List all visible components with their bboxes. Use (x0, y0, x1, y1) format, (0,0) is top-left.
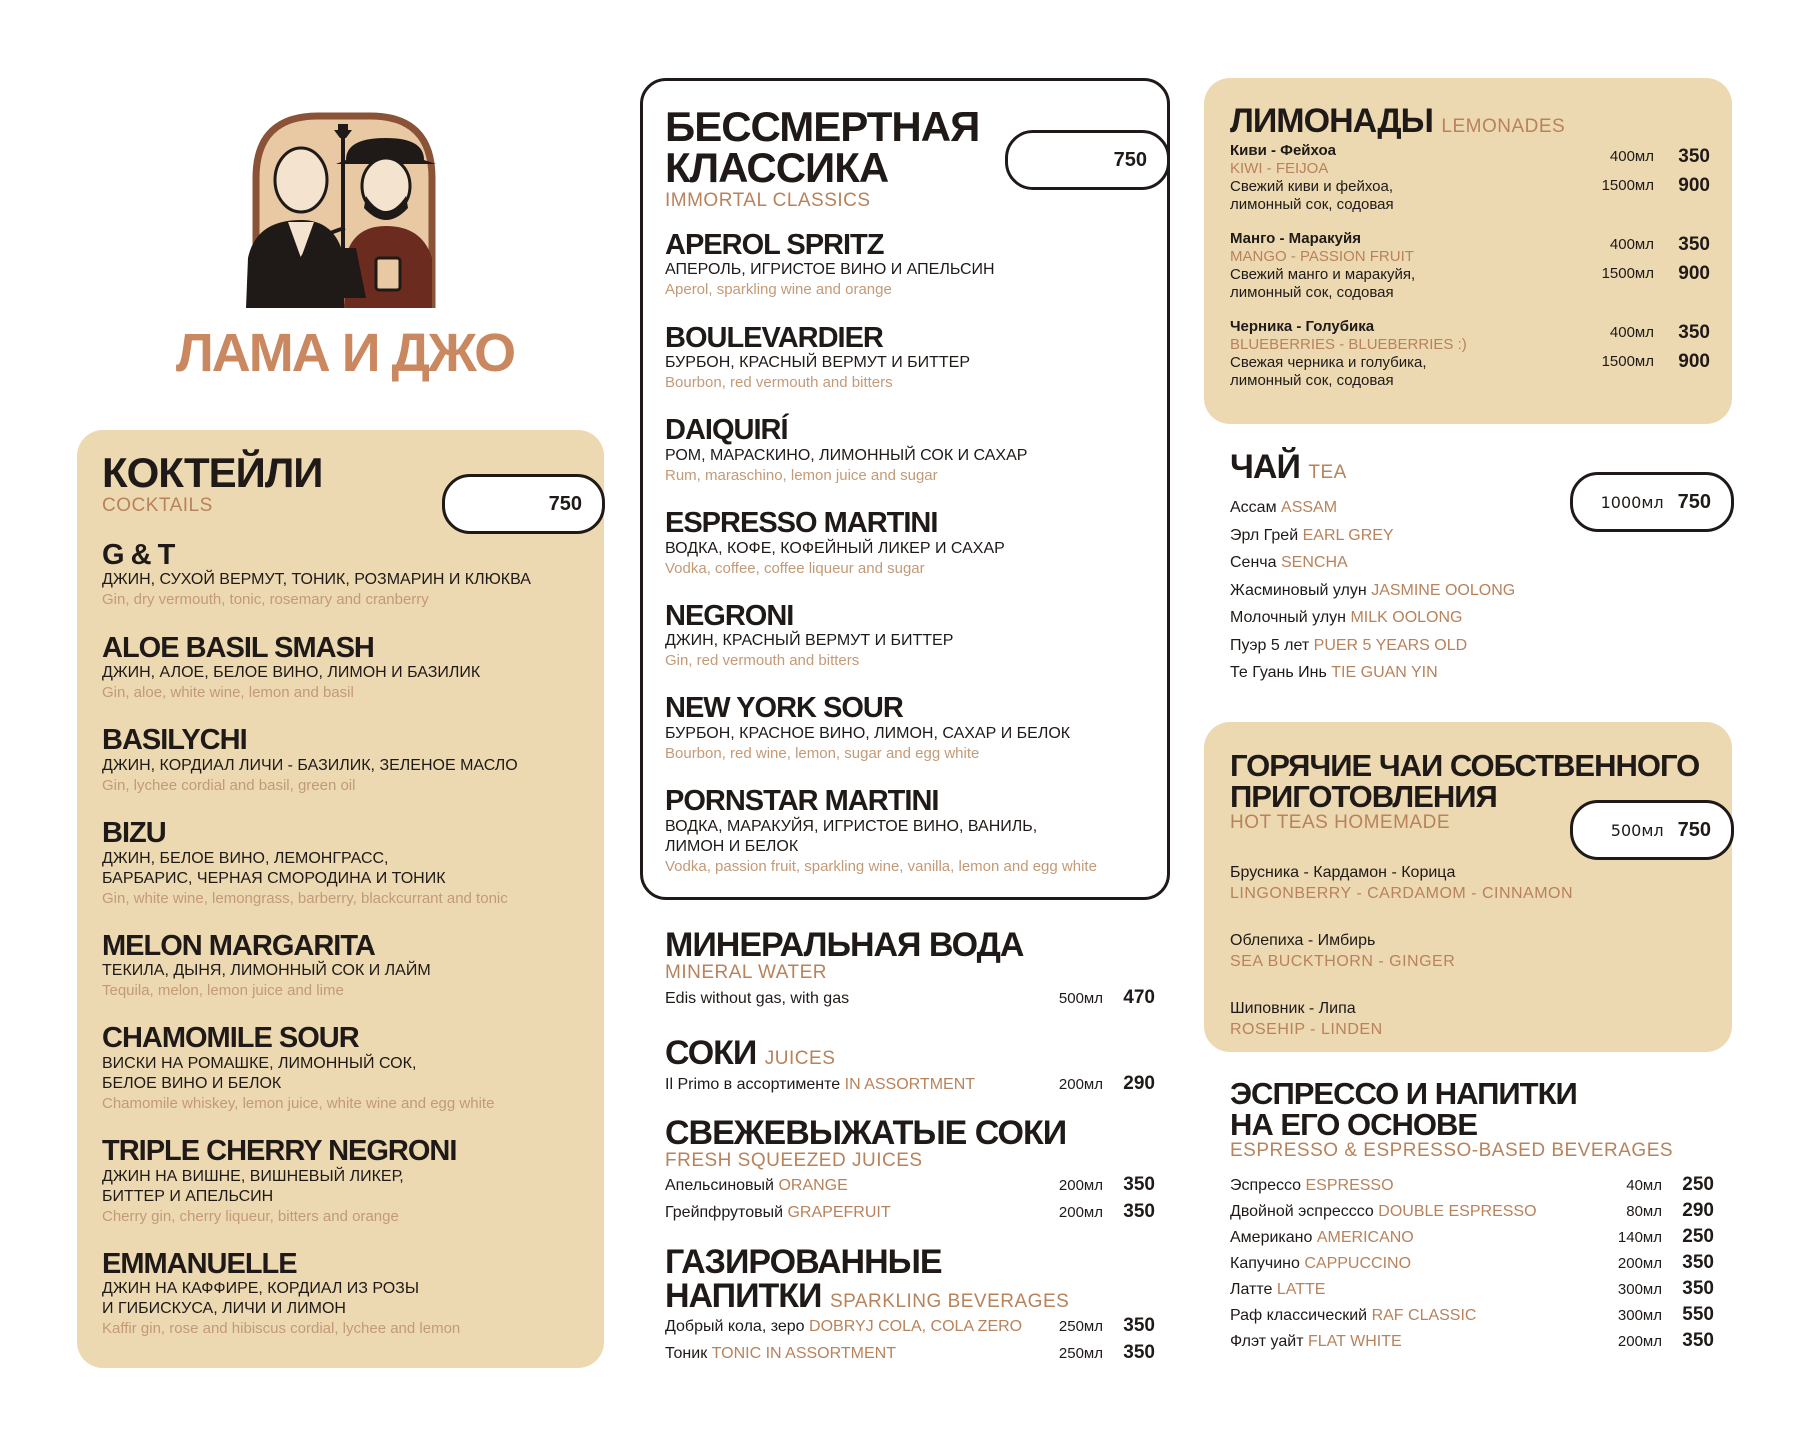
item-volume: 200мл (1617, 1255, 1662, 1272)
classic-name: ESPRESSO MARTINI (665, 507, 938, 540)
item-name-en: ORANGE (778, 1177, 848, 1194)
sparkling-title-line2: НАПИТКИ (665, 1277, 822, 1315)
lemonade-name-ru: Манго - Маракуйя (1230, 230, 1361, 247)
tea-title: ЧАЙ (1230, 448, 1300, 486)
fresh-title: СВЕЖЕВЫЖАТЫЕ СОКИ (665, 1114, 1067, 1152)
tea-name-en: ASSAM (1281, 499, 1338, 516)
juices-subtitle: JUICES (764, 1048, 836, 1069)
item-price: 350 (1123, 1315, 1155, 1336)
item-price: 250 (1682, 1174, 1714, 1195)
tea-list (1230, 494, 1570, 687)
item-volume: 250мл (1058, 1318, 1103, 1335)
classic-name: DAIQUIRÍ (665, 414, 788, 447)
fresh-row (665, 1172, 1155, 1199)
item-price: 350 (1682, 1252, 1714, 1273)
item-price: 290 (1123, 1073, 1155, 1094)
cocktails-price-pill (442, 474, 605, 534)
cocktail-item (102, 1249, 592, 1340)
fresh-row (665, 1199, 1155, 1226)
lemonade-price-large: 900 (1678, 351, 1710, 372)
cocktail-name: G & T (102, 539, 175, 571)
lemonade-price-small: 350 (1678, 322, 1710, 343)
cocktail-ingredients-ru: ДЖИН НА ВИШНЕ, ВИШНЕВЫЙ ЛИКЕР, БИТТЕР И АПЕЛЬСИН (102, 1167, 404, 1205)
cocktail-ingredients-ru: ДЖИН, КОРДИАЛ ЛИЧИ - БАЗИЛИК, ЗЕЛЕНОЕ МАСЛО (102, 756, 518, 774)
classics-price-pill (1005, 130, 1170, 190)
cocktail-name: EMMANUELLE (102, 1247, 297, 1280)
juices-title-text: СОКИ (665, 1034, 757, 1072)
item-volume: 40мл (1626, 1177, 1662, 1194)
tea-name-ru: Ассам (1230, 499, 1277, 516)
cocktail-ingredients-ru: ТЕКИЛА, ДЫНЯ, ЛИМОННЫЙ СОК И ЛАЙМ (102, 962, 431, 980)
cocktail-ingredients-ru: ДЖИН, АЛОЕ, БЕЛОЕ ВИНО, ЛИМОН И БАЗИЛИК (102, 664, 481, 682)
item-price: 350 (1123, 1200, 1155, 1222)
cocktail-item (102, 1136, 592, 1227)
cocktail-ingredients-en: Gin, white wine, lemongrass, barberry, blackcurrant and tonic (102, 889, 508, 907)
item-volume: 200мл (1058, 1177, 1103, 1194)
cocktail-ingredients-en: Tequila, melon, lemon juice and lime (102, 982, 344, 1000)
item-price: 350 (1123, 1341, 1155, 1363)
lemonade-vol-small: 400мл (1609, 236, 1654, 253)
lemonade-price-large: 900 (1678, 263, 1710, 284)
juices-section (665, 1036, 1155, 1099)
cocktails-subtitle: COCKTAILS (102, 495, 213, 516)
lemonade-vol-small: 400мл (1609, 148, 1654, 165)
lemonades-title: ЛИМОНАДЫ (1230, 102, 1433, 140)
cocktail-name: BASILYCHI (102, 724, 247, 757)
hot-teas-title-line2: ПРИГОТОВЛЕНИЯ (1230, 779, 1497, 814)
lemonade-desc: Свежий манго и маракуйя, лимонный сок, содовая (1230, 266, 1416, 301)
classic-name: BOULEVARDIER (665, 321, 883, 354)
item-name: Il Primo в ассортименте (665, 1076, 841, 1093)
tea-item (1230, 577, 1570, 605)
tea-title-wrap (1230, 450, 1347, 484)
tea-name-en: MILK OOLONG (1350, 609, 1463, 626)
classic-ingredients-en: Bourbon, red wine, lemon, sugar and egg white (665, 744, 980, 762)
lemonade-name-ru: Киви - Фейхоа (1230, 142, 1336, 159)
classic-item (665, 693, 1155, 764)
item-volume: 300мл (1617, 1307, 1662, 1324)
classic-ingredients-en: Vodka, passion fruit, sparkling wine, vanilla, lemon and egg white (665, 857, 1097, 875)
classic-ingredients-en: Rum, maraschino, lemon juice and sugar (665, 466, 938, 484)
item-name: Флэт уайт (1230, 1333, 1304, 1350)
item-price: 470 (1123, 987, 1155, 1008)
logo-illustration (226, 108, 462, 308)
lemonade-desc: Свежий киви и фейхоа, лимонный сок, содовая (1230, 178, 1394, 213)
item-volume: 200мл (1617, 1333, 1662, 1350)
juices-title (665, 1036, 1155, 1070)
hot-tea-name-en: LINGONBERRY - CARDAMOM - CINNAMON (1230, 885, 1574, 902)
cocktail-name: CHAMOMILE SOUR (102, 1022, 359, 1055)
cocktail-ingredients-en: Chamomile whiskey, lemon juice, white wine and egg white (102, 1094, 495, 1112)
cocktail-name: BIZU (102, 817, 166, 850)
item-volume: 140мл (1617, 1229, 1662, 1246)
fresh-subtitle: FRESH SQUEEZED JUICES (665, 1150, 923, 1171)
lemonade-vol-large: 1500мл (1601, 177, 1654, 194)
cocktail-name: ALOE BASIL SMASH (102, 631, 374, 664)
item-name-en: AMERICANO (1316, 1229, 1414, 1246)
item-name-en: CAPPUCCINO (1304, 1255, 1412, 1272)
lemonade-item (1230, 318, 1710, 390)
espresso-row (1230, 1198, 1714, 1224)
classics-subtitle: IMMORTAL CLASSICS (665, 190, 871, 211)
item-name-en: TONIC IN ASSORTMENT (711, 1344, 896, 1362)
tea-name-en: TIE GUAN YIN (1331, 664, 1438, 681)
classics-price: 750 (1113, 148, 1147, 171)
lemonade-name-en: MANGO - PASSION FRUIT (1230, 248, 1414, 265)
tea-price: 750 (1677, 490, 1711, 513)
item-name: Тоник (665, 1344, 708, 1362)
item-name: Грейпфрутовый (665, 1203, 784, 1221)
tea-item (1230, 632, 1570, 660)
lemonades-subtitle: LEMONADES (1441, 116, 1566, 137)
espresso-title-line1: ЭСПРЕССО И НАПИТКИ (1230, 1076, 1577, 1111)
lemonade-price-large: 900 (1678, 175, 1710, 196)
hot-teas-list (1230, 862, 1690, 1066)
cocktail-ingredients-ru: ДЖИН, СУХОЙ ВЕРМУТ, ТОНИК, РОЗМАРИН И КЛЮКВА (102, 571, 531, 589)
item-name: Эспрессо (1230, 1177, 1302, 1194)
lemonade-desc: Свежая черника и голубика, лимонный сок, содовая (1230, 354, 1427, 389)
classic-item (665, 601, 1155, 672)
mineral-title: МИНЕРАЛЬНАЯ ВОДА (665, 926, 1024, 964)
cocktail-item (102, 540, 592, 611)
espresso-row (1230, 1302, 1714, 1328)
lemonade-vol-large: 1500мл (1601, 353, 1654, 370)
hot-tea-item (1230, 998, 1690, 1040)
classic-ingredients-ru: ВОДКА, КОФЕ, КОФЕЙНЫЙ ЛИКЕР И САХАР (665, 539, 1005, 557)
classic-ingredients-ru: АПЕРОЛЬ, ИГРИСТОЕ ВИНО И АПЕЛЬСИН (665, 261, 995, 279)
sparkling-row (665, 1313, 1155, 1340)
classic-ingredients-ru: БУРБОН, КРАСНОЕ ВИНО, ЛИМОН, САХАР И БЕЛОК (665, 724, 1071, 742)
item-volume: 500мл (1058, 990, 1103, 1007)
cocktail-item (102, 818, 592, 909)
item-name-en: DOBRYJ COLA, COLA ZERO (809, 1318, 1023, 1335)
hot-teas-price: 750 (1677, 818, 1711, 841)
cocktail-ingredients-en: Cherry gin, cherry liqueur, bitters and orange (102, 1207, 399, 1225)
cocktails-price: 750 (548, 492, 582, 515)
item-name-en: LATTE (1276, 1281, 1326, 1298)
tea-subtitle: TEA (1308, 462, 1347, 483)
cocktail-ingredients-en: Gin, lychee cordial and basil, green oil (102, 776, 356, 794)
classic-item (665, 508, 1155, 579)
hot-tea-name-ru: Шиповник - Липа (1230, 1000, 1356, 1017)
classic-name: APEROL SPRITZ (665, 229, 884, 261)
juices-row (665, 1070, 1155, 1099)
classic-ingredients-en: Bourbon, red vermouth and bitters (665, 374, 893, 392)
hot-tea-name-en: ROSEHIP - LINDEN (1230, 1021, 1383, 1038)
hot-tea-name-en: SEA BUCKTHORN - GINGER (1230, 953, 1456, 970)
tea-item (1230, 659, 1570, 687)
hot-teas-price-pill (1570, 800, 1734, 860)
item-price: 350 (1682, 1330, 1714, 1351)
tea-item (1230, 549, 1570, 577)
cocktail-item (102, 725, 592, 796)
cocktail-item (102, 633, 592, 704)
lemonade-name-ru: Черника - Голубика (1230, 318, 1375, 335)
hot-tea-name-ru: Брусника - Кардамон - Корица (1230, 864, 1456, 881)
lemonades-title-wrap (1230, 104, 1565, 138)
classic-item (665, 415, 1155, 486)
sparkling-title-line2-wrap (665, 1279, 1155, 1313)
mineral-row (665, 984, 1155, 1013)
classic-ingredients-en: Gin, red vermouth and bitters (665, 652, 860, 670)
item-volume: 300мл (1617, 1281, 1662, 1298)
item-name-en: GRAPEFRUIT (787, 1203, 891, 1221)
cocktail-item (102, 1023, 592, 1114)
tea-name-ru: Жасминовый улун (1230, 581, 1367, 599)
sparkling-title-line1: ГАЗИРОВАННЫЕ (665, 1243, 942, 1281)
tea-name-en: SENCHA (1280, 554, 1348, 571)
lemonade-item (1230, 142, 1710, 214)
brand-name: ЛАМА И ДЖО (175, 323, 515, 383)
lemonade-name-en: KIWI - FEIJOA (1230, 160, 1329, 177)
classic-ingredients-en: Vodka, coffee, coffee liqueur and sugar (665, 559, 925, 577)
cocktail-ingredients-en: Gin, aloe, white wine, lemon and basil (102, 684, 354, 702)
espresso-row (1230, 1328, 1714, 1354)
hot-teas-title-line1: ГОРЯЧИЕ ЧАИ СОБСТВЕННОГО (1230, 748, 1700, 783)
espresso-row (1230, 1276, 1714, 1302)
cocktail-name: TRIPLE CHERRY NEGRONI (102, 1135, 457, 1168)
item-name: Добрый кола, зеро (665, 1318, 805, 1335)
cocktail-ingredients-en: Gin, dry vermouth, tonic, rosemary and cranberry (102, 591, 429, 609)
lemonade-vol-small: 400мл (1609, 324, 1654, 341)
hot-tea-item (1230, 930, 1690, 972)
item-name: Двойной эспресссо (1230, 1203, 1374, 1220)
sparkling-section (665, 1245, 1155, 1366)
tea-item (1230, 604, 1570, 632)
cocktail-name: MELON MARGARITA (102, 929, 375, 962)
lemonade-vol-large: 1500мл (1601, 265, 1654, 282)
item-name: Раф классический (1230, 1307, 1368, 1324)
classic-item (665, 786, 1155, 877)
mineral-subtitle: MINERAL WATER (665, 962, 828, 983)
item-name: Edis without gas, with gas (665, 990, 850, 1007)
item-name: Латте (1230, 1281, 1273, 1298)
espresso-row (1230, 1224, 1714, 1250)
lemonade-name-en: BLUEBERRIES - BLUEBERRIES :) (1230, 336, 1467, 353)
classic-ingredients-ru: ДЖИН, КРАСНЫЙ ВЕРМУТ И БИТТЕР (665, 632, 954, 650)
item-volume: 80мл (1626, 1203, 1662, 1220)
item-name-en: FLAT WHITE (1308, 1333, 1402, 1350)
hot-tea-name-ru: Облепиха - Имбирь (1230, 932, 1376, 949)
tea-price-pill (1570, 472, 1734, 532)
tea-item (1230, 494, 1570, 522)
item-name-en: DOUBLE ESPRESSO (1378, 1203, 1537, 1220)
item-price: 250 (1682, 1226, 1714, 1247)
classics-title-line1: БЕССМЕРТНАЯ (665, 103, 980, 150)
tea-name-en: EARL GREY (1302, 526, 1394, 544)
classics-title-line2: КЛАССИКА (665, 144, 889, 191)
tea-name-ru: Те Гуань Инь (1230, 664, 1327, 681)
espresso-row (1230, 1172, 1714, 1198)
cocktail-ingredients-ru: ДЖИН НА КАФФИРЕ, КОРДИАЛ ИЗ РОЗЫ И ГИБИСКУСА, ЛИЧИ И ЛИМОН (102, 1280, 419, 1318)
item-name-en: ESPRESSO (1305, 1177, 1394, 1194)
classic-ingredients-ru: РОМ, МАРАСКИНО, ЛИМОННЫЙ СОК И САХАР (665, 446, 1028, 464)
item-name: Капучино (1230, 1255, 1300, 1272)
item-name-en: IN ASSORTMENT (844, 1076, 976, 1093)
hot-teas-subtitle: HOT TEAS HOMEMADE (1230, 812, 1450, 833)
cocktail-ingredients-ru: ДЖИН, БЕЛОЕ ВИНО, ЛЕМОНГРАСС, БАРБАРИС, ЧЕРНАЯ СМОРОДИНА И ТОНИК (102, 849, 446, 887)
cocktail-ingredients-ru: ВИСКИ НА РОМАШКЕ, ЛИМОННЫЙ СОК, БЕЛОЕ ВИНО И БЕЛОК (102, 1054, 417, 1092)
lemonade-price-small: 350 (1678, 146, 1710, 167)
espresso-subtitle: ESPRESSO & ESPRESSO-BASED BEVERAGES (1230, 1140, 1674, 1161)
item-volume: 250мл (1058, 1344, 1103, 1362)
classic-name: NEGRONI (665, 599, 794, 632)
lemonade-price-small: 350 (1678, 234, 1710, 255)
tea-name-en: PUER 5 YEARS OLD (1313, 636, 1468, 654)
tea-name-ru: Эрл Грей (1230, 526, 1299, 544)
tea-name-ru: Сенча (1230, 554, 1277, 571)
mineral-section (665, 928, 1155, 1013)
lemonade-list (1230, 142, 1710, 406)
espresso-row (1230, 1250, 1714, 1276)
item-price: 550 (1682, 1304, 1714, 1325)
item-price: 350 (1682, 1278, 1714, 1299)
tea-name-ru: Пуэр 5 лет (1230, 636, 1310, 654)
classic-ingredients-ru: ВОДКА, МАРАКУЙЯ, ИГРИСТОЕ ВИНО, ВАНИЛЬ, ЛИМОН И БЕЛОК (665, 817, 1038, 855)
cocktail-item (102, 931, 592, 1002)
classic-name: NEW YORK SOUR (665, 692, 903, 725)
item-name: Апельсиновый (665, 1177, 774, 1194)
lemonade-item (1230, 230, 1710, 302)
espresso-section (1230, 1078, 1714, 1354)
classic-item (665, 323, 1155, 394)
classic-ingredients-en: Aperol, sparkling wine and orange (665, 281, 892, 299)
tea-name-ru: Молочный улун (1230, 609, 1346, 626)
item-volume: 200мл (1058, 1203, 1103, 1221)
brand-logo (226, 108, 462, 308)
cocktail-list (102, 540, 592, 1362)
classic-item (665, 230, 1155, 301)
espresso-title-line2: НА ЕГО ОСНОВЕ (1230, 1107, 1478, 1142)
item-price: 350 (1123, 1174, 1155, 1195)
hot-tea-item (1230, 862, 1690, 904)
item-name: Американо (1230, 1229, 1313, 1246)
sparkling-row (665, 1340, 1155, 1367)
item-price: 290 (1682, 1200, 1714, 1221)
hot-teas-volume: 500мл (1610, 820, 1664, 840)
tea-volume: 1000мл (1600, 492, 1664, 512)
classic-name: PORNSTAR MARTINI (665, 785, 939, 818)
tea-item (1230, 522, 1570, 550)
item-name-en: RAF CLASSIC (1371, 1307, 1477, 1324)
item-volume: 200мл (1058, 1076, 1103, 1093)
sparkling-subtitle: SPARKLING BEVERAGES (829, 1291, 1070, 1312)
fresh-section (665, 1116, 1155, 1225)
classic-ingredients-ru: БУРБОН, КРАСНЫЙ ВЕРМУТ И БИТТЕР (665, 354, 971, 372)
tea-name-en: JASMINE OOLONG (1371, 581, 1516, 599)
classics-list (665, 230, 1155, 899)
cocktails-title: КОКТЕЙЛИ (102, 449, 323, 496)
cocktail-ingredients-en: Kaffir gin, rose and hibiscus cordial, lychee and lemon (102, 1320, 461, 1338)
